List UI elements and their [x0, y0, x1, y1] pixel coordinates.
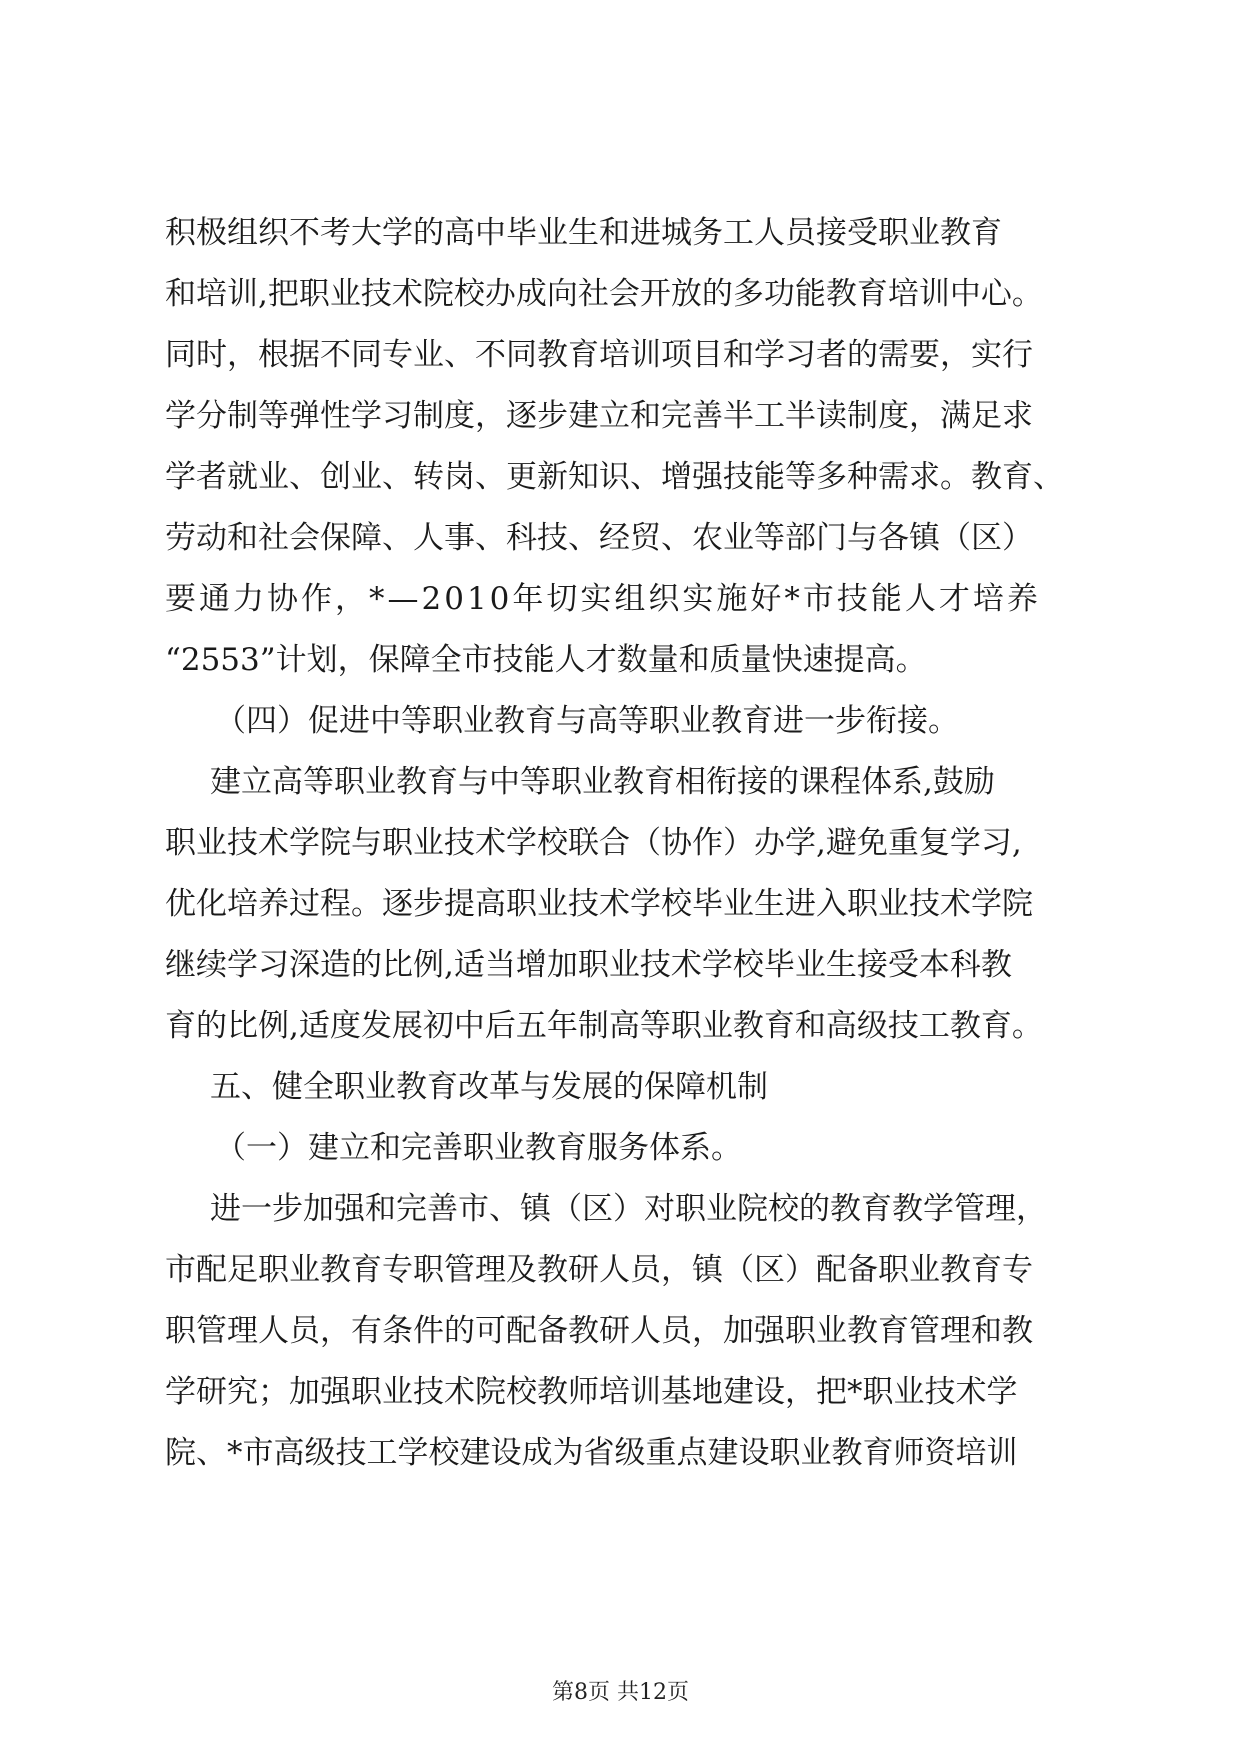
page-number-footer: 第8页 共12页	[552, 1680, 689, 1705]
text-line: 学研究；加强职业技术院校教师培训基地建设，把*职业技术学	[165, 1374, 1018, 1410]
text-line: 积极组织不考大学的高中毕业生和进城务工人员接受职业教育	[165, 215, 1002, 251]
text-line: 继续学习深造的比例,适当增加职业技术学校毕业生接受本科教	[165, 947, 1012, 983]
text-line: 建立高等职业教育与中等职业教育相衔接的课程体系,鼓励	[210, 764, 995, 800]
text-line: 市配足职业教育专职管理及教研人员，镇（区）配备职业教育专	[165, 1252, 1033, 1288]
text-line: 同时，根据不同专业、不同教育培训项目和学习者的需要，实行	[165, 337, 1033, 373]
text-line: 职管理人员，有条件的可配备教研人员，加强职业教育管理和教	[165, 1313, 1033, 1349]
text-line: 育的比例,适度发展初中后五年制高等职业教育和高级技工教育。	[165, 1008, 1043, 1044]
text-line: 优化培养过程。逐步提高职业技术学校毕业生进入职业技术学院	[165, 886, 1033, 922]
text-line: 职业技术学院与职业技术学校联合（协作）办学,避免重复学习,	[165, 825, 1022, 861]
section-heading: （四）促进中等职业教育与高等职业教育进一步衔接。	[215, 703, 959, 739]
text-line: 院、*市高级技工学校建设成为省级重点建设职业教育师资培训	[165, 1435, 1018, 1471]
text-line: “2553”计划，保障全市技能人才数量和质量快速提高。	[165, 642, 927, 678]
text-line: 学分制等弹性学习制度，逐步建立和完善半工半读制度，满足求	[165, 398, 1033, 434]
text-line: 和培训,把职业技术院校办成向社会开放的多功能教育培训中心。	[165, 276, 1043, 312]
section-heading: （一）建立和完善职业教育服务体系。	[215, 1130, 742, 1166]
text-line: 学者就业、创业、转岗、更新知识、增强技能等多种需求。教育、	[165, 459, 1064, 495]
chapter-heading: 五、健全职业教育改革与发展的保障机制	[210, 1069, 768, 1105]
text-line: 要通力协作，*—2010年切实组织实施好*市技能人才培养	[165, 581, 1041, 617]
text-line: 进一步加强和完善市、镇（区）对职业院校的教育教学管理，	[210, 1191, 1047, 1227]
text-line: 劳动和社会保障、人事、科技、经贸、农业等部门与各镇（区）	[165, 520, 1033, 556]
document-body	[165, 203, 1090, 1484]
